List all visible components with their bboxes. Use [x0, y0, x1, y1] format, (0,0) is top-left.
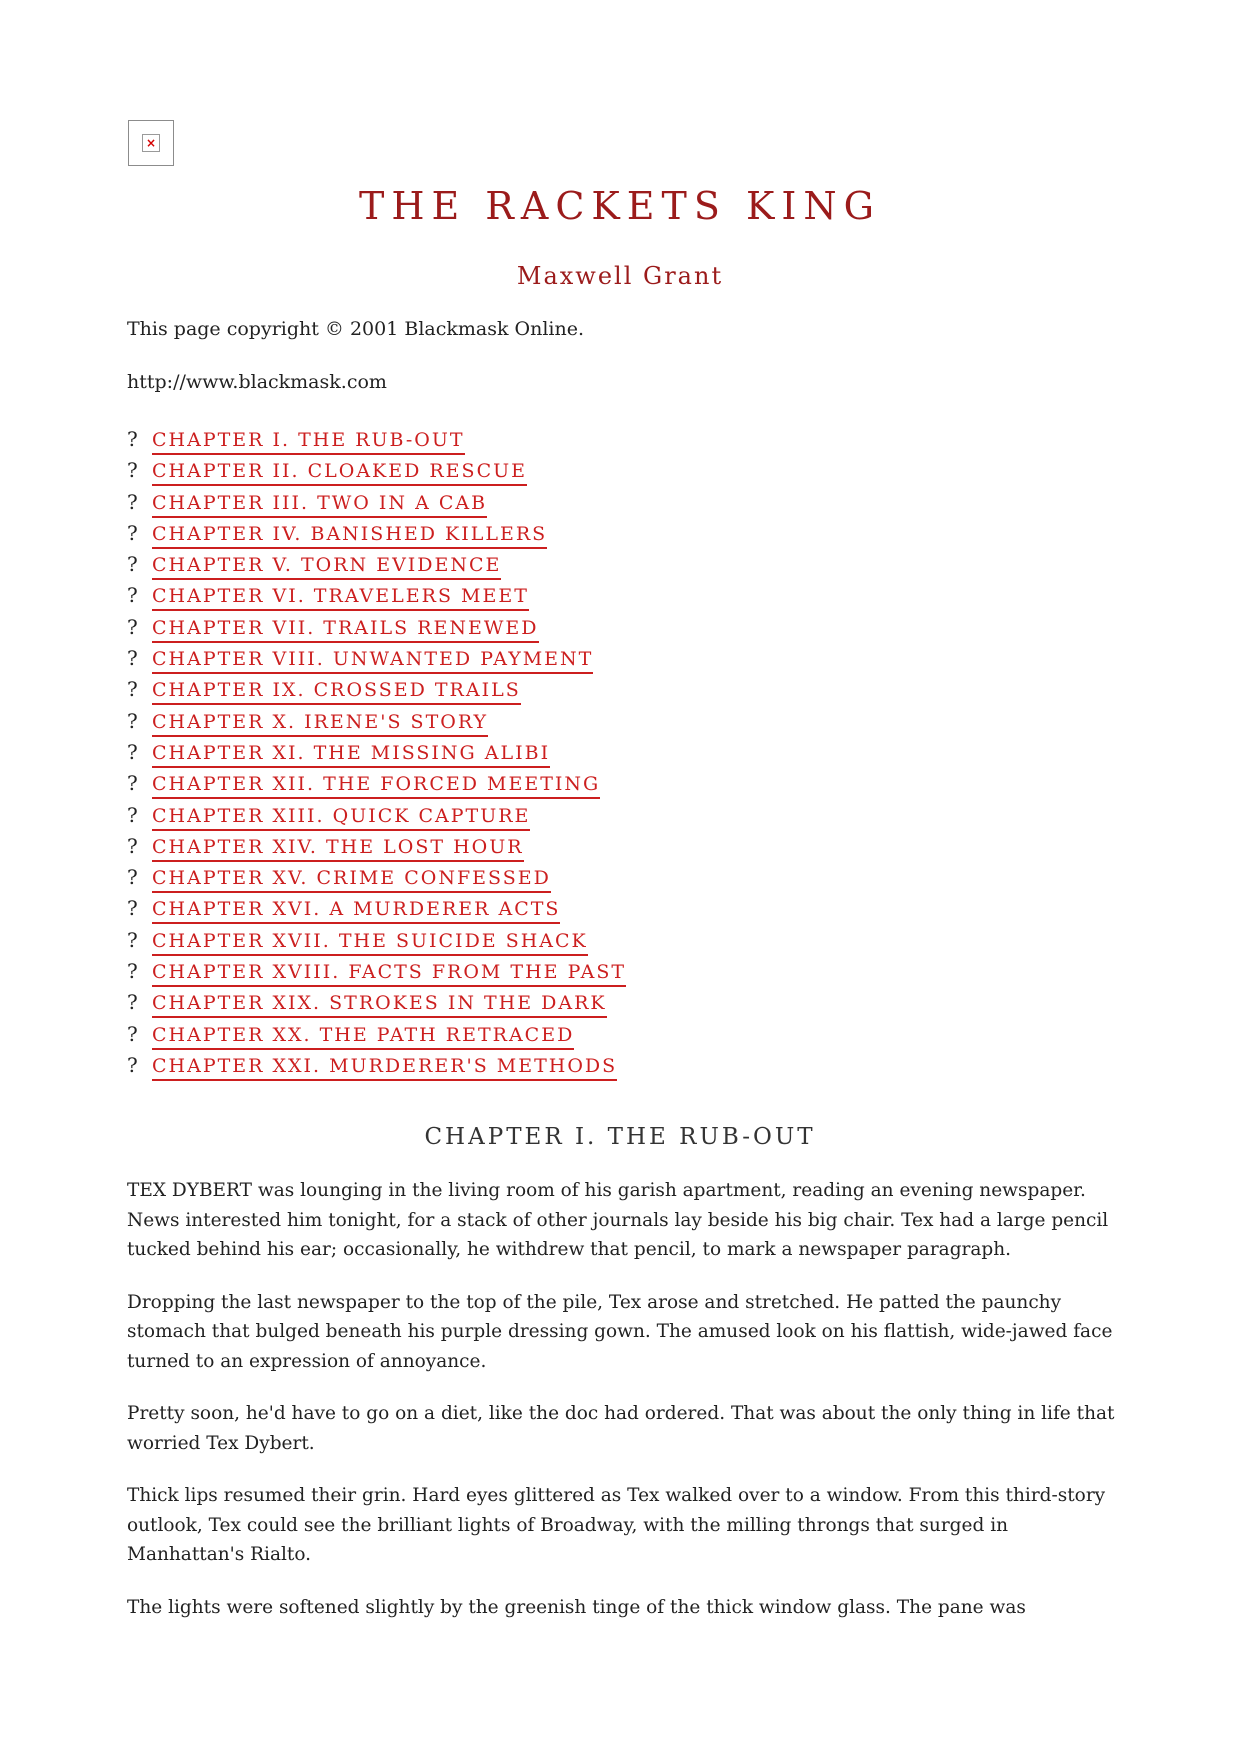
toc-bullet: ? — [127, 865, 138, 890]
toc-bullet: ? — [127, 927, 138, 952]
toc-item — [127, 1019, 626, 1050]
toc-item — [127, 706, 626, 737]
toc-bullet: ? — [127, 520, 138, 545]
toc-bullet: ? — [127, 583, 138, 608]
chapter-heading: CHAPTER I. THE RUB-OUT — [424, 1124, 816, 1150]
toc-link[interactable]: CHAPTER III. TWO IN A CAB — [152, 492, 487, 518]
toc-bullet: ? — [127, 771, 138, 796]
toc-item — [127, 1050, 626, 1081]
toc-link[interactable]: CHAPTER X. IRENE'S STORY — [152, 711, 488, 737]
copyright-notice: This page copyright © 2001 Blackmask Online. — [127, 318, 585, 340]
toc-link[interactable]: CHAPTER VIII. UNWANTED PAYMENT — [152, 648, 593, 674]
toc-item — [127, 800, 626, 831]
toc-item — [127, 612, 626, 643]
toc-item — [127, 862, 626, 893]
paragraph: Thick lips resumed their grin. Hard eyes glittered as Tex walked over to a window. From this third-story outlook, Tex could see the brilliant lights of Broadway, with the milling throngs that surged in Manhattan's Rialto. — [127, 1485, 1106, 1565]
book-title: THE RACKETS KING — [358, 184, 882, 228]
toc-item — [127, 424, 626, 455]
toc-bullet: ? — [127, 896, 138, 921]
toc-bullet: ? — [127, 489, 138, 514]
toc-bullet: ? — [127, 959, 138, 984]
toc-item — [127, 455, 626, 486]
toc-item — [127, 831, 626, 862]
toc-bullet: ? — [127, 739, 138, 764]
toc-item — [127, 956, 626, 987]
toc-item — [127, 487, 626, 518]
toc-bullet: ? — [127, 833, 138, 858]
toc-bullet: ? — [127, 802, 138, 827]
broken-image-icon: × — [142, 134, 160, 152]
toc-link[interactable]: CHAPTER XIV. THE LOST HOUR — [152, 836, 524, 862]
toc-link[interactable]: CHAPTER XV. CRIME CONFESSED — [152, 867, 551, 893]
paragraph: Dropping the last newspaper to the top of the pile, Tex arose and stretched. He patted the paunchy stomach that bulged beneath his purple dressing gown. The amused look on his flattish, wide-jawed face turned to an expression of annoyance. — [127, 1291, 1113, 1372]
toc-link[interactable]: CHAPTER XIII. QUICK CAPTURE — [152, 805, 530, 831]
toc-bullet: ? — [127, 1021, 138, 1046]
paragraph: TEX DYBERT was lounging in the living room of his garish apartment, reading an evening newspaper. News interested him tonight, for a stack of other journals lay beside his big chair. Tex had a large pencil tucked behind his ear; occasionally, he withdrew that pencil, to mark a newspaper paragraph. — [127, 1180, 1109, 1260]
toc-item — [127, 643, 626, 674]
toc-link[interactable]: CHAPTER II. CLOAKED RESCUE — [152, 460, 527, 486]
toc-bullet: ? — [127, 614, 138, 639]
toc-link[interactable]: CHAPTER XIX. STROKES IN THE DARK — [152, 992, 607, 1018]
toc-link[interactable]: CHAPTER I. THE RUB-OUT — [152, 429, 465, 455]
paragraph: Pretty soon, he'd have to go on a diet, like the doc had ordered. That was about the only thing in life that worried Tex Dybert. — [127, 1403, 1115, 1454]
toc-bullet: ? — [127, 646, 138, 671]
toc-item — [127, 518, 626, 549]
toc-item — [127, 768, 626, 799]
chapter-body — [127, 1176, 1122, 1645]
toc-link[interactable]: CHAPTER XI. THE MISSING ALIBI — [152, 742, 550, 768]
paragraph: The lights were softened slightly by the greenish tinge of the thick window glass. The pane was — [127, 1596, 1026, 1618]
toc-link[interactable]: CHAPTER IX. CROSSED TRAILS — [152, 679, 521, 705]
toc-item — [127, 925, 626, 956]
toc-link[interactable]: CHAPTER V. TORN EVIDENCE — [152, 554, 501, 580]
toc-item — [127, 674, 626, 705]
site-url: http://www.blackmask.com — [127, 371, 387, 393]
toc-link[interactable]: CHAPTER XVII. THE SUICIDE SHACK — [152, 930, 588, 956]
toc-link[interactable]: CHAPTER XVIII. FACTS FROM THE PAST — [152, 961, 626, 987]
book-author: Maxwell Grant — [516, 262, 724, 290]
toc-link[interactable]: CHAPTER IV. BANISHED KILLERS — [152, 523, 547, 549]
broken-image-placeholder — [128, 120, 174, 166]
toc-link[interactable]: CHAPTER XII. THE FORCED MEETING — [152, 773, 600, 799]
toc-bullet: ? — [127, 458, 138, 483]
toc-link[interactable]: CHAPTER VII. TRAILS RENEWED — [152, 617, 539, 643]
toc-link[interactable]: CHAPTER XVI. A MURDERER ACTS — [152, 898, 560, 924]
toc-bullet: ? — [127, 427, 138, 451]
toc-link[interactable]: CHAPTER XX. THE PATH RETRACED — [152, 1024, 574, 1050]
toc-item — [127, 893, 626, 924]
toc-bullet: ? — [127, 677, 138, 702]
toc-bullet: ? — [127, 552, 138, 577]
toc-bullet: ? — [127, 1052, 138, 1077]
toc-item — [127, 580, 626, 611]
toc-item — [127, 549, 626, 580]
toc-link[interactable]: CHAPTER XXI. MURDERER'S METHODS — [152, 1055, 617, 1081]
toc-bullet: ? — [127, 990, 138, 1015]
toc-item — [127, 987, 626, 1018]
table-of-contents — [127, 424, 626, 1081]
toc-bullet: ? — [127, 708, 138, 733]
toc-link[interactable]: CHAPTER VI. TRAVELERS MEET — [152, 585, 529, 611]
toc-item — [127, 737, 626, 768]
